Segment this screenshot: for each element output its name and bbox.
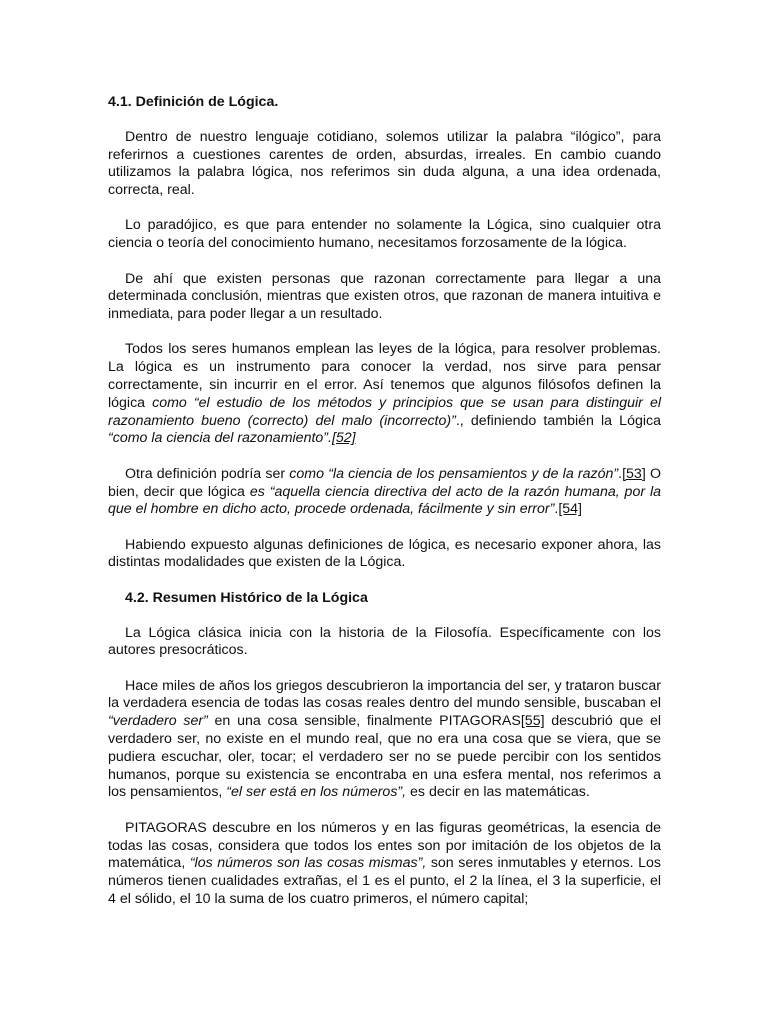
section-heading-resumen-historico: 4.2. Resumen Histórico de la Lógica bbox=[125, 589, 368, 606]
footnote-link-52[interactable]: [52] bbox=[331, 430, 356, 447]
text-run: ., definiendo también la Lógica bbox=[455, 412, 661, 429]
text-run: PITAGORAS descubre en los números y en las figuras geométricas, la esencia de todas las cosas, considera que todos los entes son por imitación de los objetos de la matemática, bbox=[108, 819, 661, 872]
text-run: . bbox=[554, 501, 559, 518]
quote-verdadero-ser: “verdadero ser” bbox=[108, 713, 208, 730]
text-run: Otra definición podría ser bbox=[125, 465, 290, 482]
document-page bbox=[108, 94, 661, 926]
footnote-link-53[interactable]: [53] bbox=[622, 465, 646, 482]
paragraph-otra-definicion bbox=[108, 466, 661, 519]
section-heading-definicion: 4.1. Definición de Lógica. bbox=[108, 94, 279, 110]
text-run: . bbox=[618, 465, 623, 482]
paragraph-razonan: De ahí que existen personas que razonan correctamente para llegar a una determinada conclusión, mientras que existen otros, que razonan de manera intuitiva e inmediata, para poder llegar a un resultado. bbox=[108, 270, 661, 323]
paragraph-ilogico: Dentro de nuestro lenguaje cotidiano, solemos utilizar la palabra “ilógico”, para referirnos a cuestiones carentes de orden, absurdas, irreales. En cambio cuando utilizamos la palabra lógica, nos referimos sin duda alguna, a una idea ordenada, correcta, real. bbox=[108, 128, 661, 199]
quote-ser-numeros: “el ser está en los números”, bbox=[226, 784, 407, 801]
paragraph-griegos bbox=[108, 678, 661, 803]
paragraph-habiendo-expuesto: Habiendo expuesto algunas definiciones de lógica, es necesario exponer ahora, las distintas modalidades que existen de la Lógica. bbox=[108, 536, 661, 571]
footnote-link-55[interactable]: [55] bbox=[520, 713, 545, 730]
paragraph-pitagoras bbox=[108, 820, 661, 909]
text-run: es decir en las matemáticas. bbox=[406, 784, 590, 801]
quote-numeros-cosas: “los números son las cosas mismas”, bbox=[189, 855, 427, 872]
text-run: O bien, decir que lógica bbox=[108, 465, 662, 500]
quote-definicion: como “el estudio de los métodos y principios que se usan para distinguir el razonamiento bueno (correcto) del malo (incorrecto)” bbox=[108, 394, 661, 429]
quote-pensamientos: como “la ciencia de los pensamientos y de la razón” bbox=[289, 465, 619, 482]
text-run: Hace miles de años los griegos descubrieron la importancia del ser, y trataron buscar la verdadera esencia de todas las cosas reales dentro del mundo sensible, buscaban el bbox=[108, 677, 661, 712]
quote-ciencia-razonamiento: “como la ciencia del razonamiento”. bbox=[108, 430, 332, 447]
paragraph-logica-clasica: La Lógica clásica inicia con la historia de la Filosofía. Específicamente con los autores presocráticos. bbox=[108, 624, 661, 659]
paragraph-leyes-logica bbox=[108, 341, 661, 448]
text-run: Todos los seres humanos emplean las leyes de la lógica, para resolver problemas. La lógica es un instrumento para conocer la verdad, nos sirve para pensar correctamente, sin incurrir en el error. Así tenemos que algunos filósofos definen la lógica bbox=[108, 341, 661, 411]
text-run: en una cosa sensible, finalmente PITAGORAS bbox=[207, 713, 521, 730]
text-run: descubrió que el verdadero ser, no existe en el mundo real, que no era una cosa que se viera, que se pudiera escuchar, oler, tocar; el verdadero ser no se puede percibir con los sentidos humanos, porque su existencia se encontraba en una esfera mental, nos referimos a los pensamientos, bbox=[108, 713, 661, 801]
text-run: son seres inmutables y eternos. Los números tienen cualidades extrañas, el 1 es el punto, el 2 la línea, el 3 la superficie, el 4 el sólido, el 10 la suma de los cuatro primeros, el número capital; bbox=[108, 855, 661, 907]
quote-ciencia-directiva: es “aquella ciencia directiva del acto de la razón humana, por la que el hombre en dicho acto, procede ordenada, fácilmente y sin error” bbox=[108, 483, 662, 518]
footnote-link-54[interactable]: [54] bbox=[558, 501, 582, 518]
paragraph-paradojico: Lo paradójico, es que para entender no solamente la Lógica, sino cualquier otra ciencia o teoría del conocimiento humano, necesitamos forzosamente de la lógica. bbox=[108, 217, 661, 252]
